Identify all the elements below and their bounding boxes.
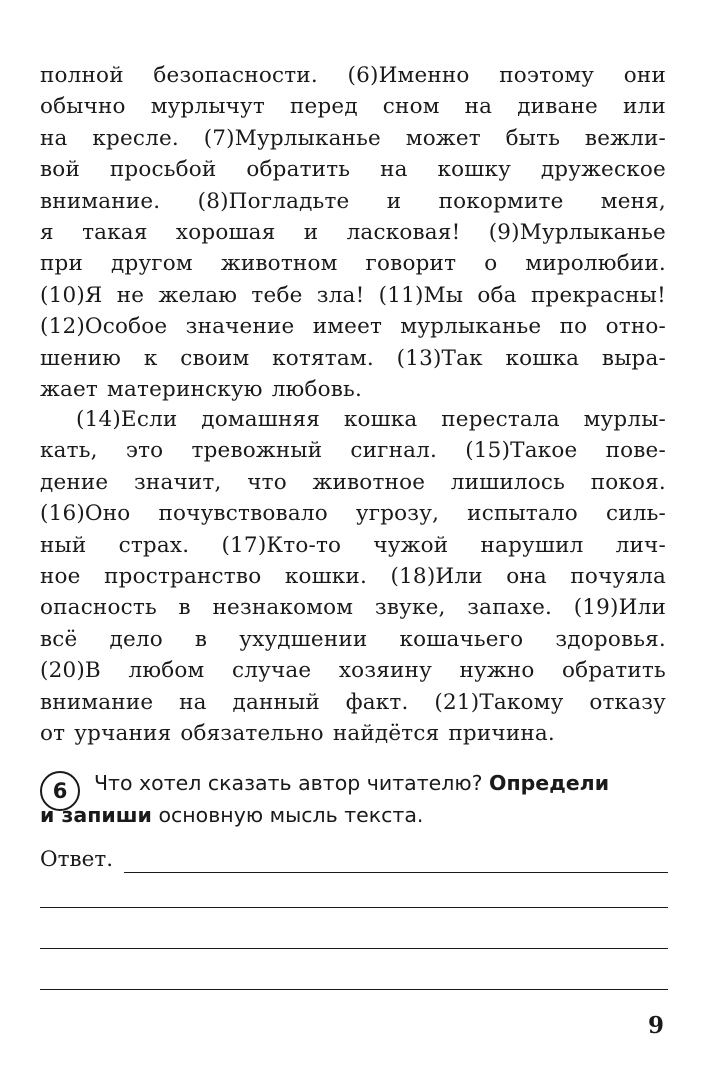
word: вежли- [584,125,666,151]
word: животном [220,251,338,277]
task-instruction-line [40,799,670,831]
word: своим [180,345,250,371]
text-line [40,280,666,311]
text-line [40,718,666,749]
word: хорошая [175,219,276,245]
word: зла! [316,282,365,308]
word: (6)Именно [347,63,470,88]
word: (21)Такому [434,689,564,715]
word: мурлы- [583,407,666,432]
task-instruction-bold-1: Определи [489,771,610,795]
word: почувствовало [158,501,328,527]
word: другом [111,251,193,277]
word: нужно [459,658,535,684]
page-number: 9 [647,1012,664,1039]
word: говорит [365,251,457,277]
paragraph-1 [40,60,666,405]
word: прекрасны! [530,282,666,308]
word: животное [312,469,426,495]
word: случае [232,658,312,684]
word: желаю [158,282,238,308]
word: звуке, [374,595,446,621]
answer-line-1[interactable] [124,872,668,873]
word: просьбой [109,157,217,183]
word: любовь. [271,376,362,402]
word: силь- [605,501,666,527]
word: опасность [40,595,157,621]
task-number-badge: 6 [40,771,80,811]
word: пове- [605,438,666,464]
word: внимание [40,689,154,715]
word: ласковая! [346,219,461,245]
word: ное [40,563,81,589]
text-line [40,343,666,374]
text-line [40,154,666,185]
word: кресле. [92,125,179,151]
word: хозяину [338,658,432,684]
word: значение [185,314,295,340]
word: материнскую [107,376,263,402]
word: (9)Мурлыканье [488,219,666,245]
word: (14)Если [76,407,178,432]
word: найдётся [332,720,440,746]
word: она [506,563,547,589]
word: мурлыканье [400,314,542,340]
word: (15)Такое [465,438,578,464]
word: отно- [605,314,666,340]
word: к [143,345,158,371]
word: и [303,219,319,245]
word: на [464,94,493,120]
word: тебе [251,282,303,308]
word: диване [517,94,598,120]
text-line [40,248,666,279]
word: тревожный [191,438,323,464]
word: (10)Я [40,282,103,308]
task-instruction-bold-2: и запиши [40,803,152,827]
word: на [179,689,207,715]
word: (17)Кто-то [221,532,342,558]
word: здоровья. [555,626,666,652]
text-line [40,217,666,248]
word: поэтому [499,63,595,88]
word: от [40,720,66,746]
word: я [40,219,54,245]
word: (19)Или [573,595,666,621]
word: кошачьего [399,626,524,652]
word: или [623,94,666,120]
word: (7)Мурлыканье [203,125,381,151]
word: страх. [118,532,190,558]
word: безопасности. [153,63,318,88]
text-line [40,186,666,217]
word: (18)Или [390,563,483,589]
text-line [40,467,666,498]
task-question-line [40,767,670,799]
word: пространство [104,563,262,589]
text-line [40,374,666,405]
word: миролюбии. [525,251,666,277]
word: ухудшении [239,626,368,652]
word: урчания [74,720,172,746]
word: перестала [441,407,560,432]
word: может [405,125,481,151]
word: любом [128,658,205,684]
word: (13)Так [396,345,483,371]
text-line [40,687,666,718]
word: отказу [589,689,666,715]
word: это [125,438,164,464]
word: покоя. [590,469,666,495]
text-line [40,498,666,529]
word: (8)Погладьте [197,188,350,214]
word: они [623,63,666,88]
word: в [194,626,208,652]
paragraph-2 [40,404,666,749]
word: дело [109,626,163,652]
word: о [484,251,498,277]
word: покормите [438,188,564,214]
word: (16)Оно [40,501,131,527]
word: домашняя [201,407,321,432]
word: на [380,157,408,183]
word: имеет [312,314,383,340]
word: почуяла [570,563,666,589]
answer-label: Ответ. [40,847,114,872]
word: шению [40,345,122,371]
word: не [116,282,145,308]
word: котятам. [272,345,374,371]
word: мурлычут [150,94,265,120]
word: лич- [615,532,666,558]
word: угрозу, [355,501,440,527]
task-instruction-rest: основную мысль текста. [158,803,424,827]
word: и [386,188,402,214]
word: внимание. [40,188,161,214]
word: кошка [505,345,580,371]
task-question: Что хотел сказать автор читателю? [94,771,483,795]
word: незнакомом [212,595,354,621]
text-line [40,404,666,435]
word: дружеское [540,157,666,183]
word: причина. [448,720,555,746]
word: кать, [40,438,98,464]
word: кошка [343,407,418,432]
word: полной [40,63,124,88]
word: запахе. [467,595,553,621]
text-line [40,530,666,561]
word: выра- [601,345,666,371]
text-line [40,123,666,154]
text-line [40,624,666,655]
word: в [178,595,191,621]
text-line [40,435,666,466]
word: всё [40,626,78,652]
word: (11)Мы [378,282,464,308]
word: нарушил [480,532,584,558]
word: факт. [345,689,409,715]
word: кошки. [284,563,367,589]
word: ный [40,532,87,558]
word: кошку [437,157,511,183]
word: при [40,251,84,277]
word: перед [290,94,358,120]
word: (20)В [40,658,101,684]
word: обратить [246,157,351,183]
answer-line-4[interactable] [40,989,668,990]
word: оба [477,282,517,308]
word: такая [82,219,148,245]
word: чужой [373,532,449,558]
word: дение [40,469,109,495]
word: обязательно [180,720,324,746]
text-line [40,60,666,91]
text-line [40,91,666,122]
word: обычно [40,94,126,120]
word: значит, [134,469,222,495]
text-line [40,592,666,623]
word: быть [505,125,561,151]
word: лишилось [450,469,566,495]
word: (12)Особое [40,314,168,340]
word: данный [232,689,320,715]
word: вой [40,157,80,183]
text-line [40,561,666,592]
word: обратить [562,658,666,684]
text-line [40,311,666,342]
word: по [559,314,588,340]
word: жает [40,376,99,402]
answer-line-3[interactable] [40,948,668,949]
text-line [40,655,666,686]
word: на [40,125,68,151]
word: что [247,469,287,495]
word: меня, [600,188,666,214]
word: сном [382,94,440,120]
answer-line-2[interactable] [40,907,668,908]
word: сигнал. [350,438,438,464]
word: испытало [467,501,578,527]
